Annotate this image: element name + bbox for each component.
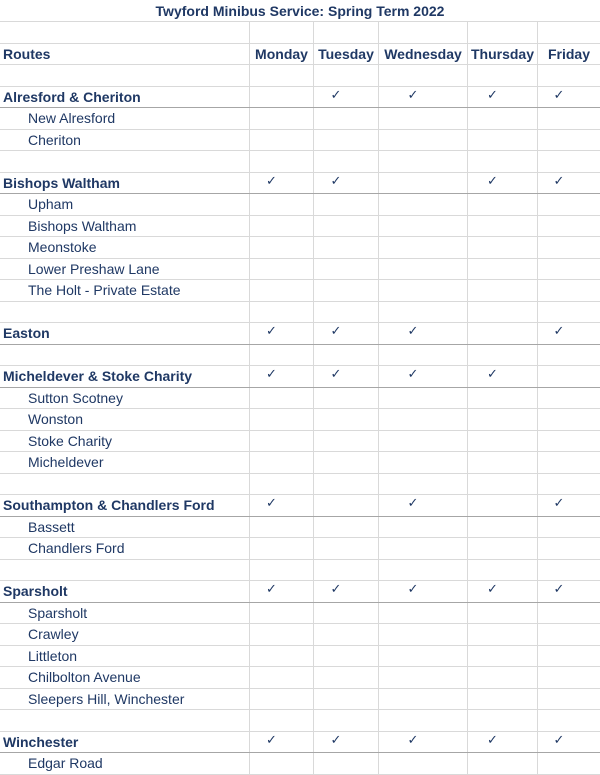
tick-icon	[468, 581, 538, 602]
empty-cell	[314, 259, 379, 280]
empty-cell	[379, 560, 468, 581]
tick-icon	[468, 87, 538, 108]
empty-cell	[0, 65, 250, 86]
empty-cell	[538, 302, 600, 323]
empty-cell	[250, 431, 314, 452]
stop-row	[0, 388, 600, 410]
empty-cell	[468, 388, 538, 409]
empty-cell	[314, 151, 379, 172]
empty-cell	[250, 710, 314, 731]
tick-icon: ✓	[487, 581, 498, 597]
tick-icon: ✓	[330, 366, 342, 382]
empty-cell	[250, 474, 314, 495]
empty-cell	[250, 452, 314, 473]
empty-cell	[468, 560, 538, 581]
route-name: Bishops Waltham	[0, 173, 250, 194]
empty-cell	[314, 216, 379, 237]
sheet-title: Twyford Minibus Service: Spring Term 2022	[0, 0, 600, 22]
tick-icon	[538, 173, 600, 194]
stop-name: Micheldever	[0, 452, 250, 473]
stop-name: Upham	[0, 194, 250, 215]
empty-cell	[379, 259, 468, 280]
empty-cell	[250, 194, 314, 215]
tick-icon	[250, 323, 314, 344]
empty-cell	[538, 65, 600, 86]
empty-cell	[379, 194, 468, 215]
empty-cell	[538, 280, 600, 301]
stop-row	[0, 753, 600, 775]
empty-cell	[250, 280, 314, 301]
empty-cell	[379, 280, 468, 301]
tick-icon	[314, 366, 379, 387]
empty-cell	[538, 517, 600, 538]
stop-row	[0, 603, 600, 625]
tick-icon: ✓	[553, 86, 565, 102]
tick-icon: ✓	[407, 323, 419, 339]
blank-row	[0, 65, 600, 87]
empty-cell	[468, 130, 538, 151]
stop-name: New Alresford	[0, 108, 250, 129]
empty-cell	[0, 22, 250, 43]
stop-row	[0, 517, 600, 539]
tick-icon	[538, 87, 600, 108]
header-row	[0, 44, 600, 66]
empty-cell	[468, 431, 538, 452]
tick-icon: ✓	[407, 581, 419, 597]
tick-icon	[250, 173, 314, 194]
tick-icon: ✓	[330, 581, 342, 597]
tick-icon: ✓	[407, 86, 419, 102]
route-row	[0, 366, 600, 388]
empty-cell	[538, 151, 600, 172]
stop-name: Wonston	[0, 409, 250, 430]
tick-icon: ✓	[553, 172, 565, 188]
empty-cell	[538, 646, 600, 667]
tick-icon: ✓	[330, 731, 342, 747]
tick-icon	[538, 581, 600, 602]
empty-cell	[250, 560, 314, 581]
blank-row	[0, 302, 600, 324]
empty-cell	[379, 237, 468, 258]
stop-row	[0, 194, 600, 216]
empty-cell	[379, 431, 468, 452]
empty-cell	[468, 646, 538, 667]
empty-cell	[468, 710, 538, 731]
empty-cell	[250, 517, 314, 538]
tick-icon	[379, 732, 468, 753]
tick-icon	[314, 581, 379, 602]
empty-cell	[250, 237, 314, 258]
empty-cell	[314, 646, 379, 667]
empty-cell	[0, 151, 250, 172]
tick-icon: ✓	[266, 731, 277, 747]
tick-icon	[314, 87, 379, 108]
empty-cell	[0, 560, 250, 581]
empty-cell	[468, 151, 538, 172]
route-row	[0, 495, 600, 517]
stop-row	[0, 689, 600, 711]
empty-cell	[538, 689, 600, 710]
empty-cell	[250, 388, 314, 409]
empty-cell	[379, 130, 468, 151]
empty-cell	[468, 538, 538, 559]
stop-row	[0, 452, 600, 474]
empty-cell	[379, 22, 468, 43]
route-row	[0, 323, 600, 345]
empty-cell	[538, 538, 600, 559]
stop-row	[0, 409, 600, 431]
empty-cell	[250, 22, 314, 43]
stop-row	[0, 646, 600, 668]
empty-cell	[379, 667, 468, 688]
empty-cell	[538, 130, 600, 151]
empty-cell	[468, 689, 538, 710]
empty-cell	[0, 345, 250, 366]
empty-cell	[314, 345, 379, 366]
empty-cell	[468, 323, 538, 344]
empty-cell	[379, 173, 468, 194]
stop-name: Edgar Road	[0, 753, 250, 774]
route-name: Winchester	[0, 732, 250, 753]
empty-cell	[468, 280, 538, 301]
tick-icon: ✓	[330, 323, 342, 339]
empty-cell	[468, 495, 538, 516]
stop-name: Bassett	[0, 517, 250, 538]
empty-cell	[0, 474, 250, 495]
stop-row	[0, 259, 600, 281]
empty-cell	[314, 689, 379, 710]
empty-cell	[250, 216, 314, 237]
empty-cell	[314, 474, 379, 495]
empty-cell	[314, 65, 379, 86]
empty-cell	[250, 689, 314, 710]
header-routes: Routes	[0, 44, 250, 65]
empty-cell	[468, 65, 538, 86]
header-day: Wednesday	[379, 44, 468, 65]
empty-cell	[314, 710, 379, 731]
empty-cell	[250, 65, 314, 86]
route-row	[0, 87, 600, 109]
tick-icon: ✓	[407, 366, 419, 382]
stop-row	[0, 431, 600, 453]
stop-row	[0, 538, 600, 560]
tick-icon	[538, 495, 600, 516]
empty-cell	[379, 388, 468, 409]
route-name: Micheldever & Stoke Charity	[0, 366, 250, 387]
empty-cell	[250, 345, 314, 366]
empty-cell	[314, 388, 379, 409]
empty-cell	[379, 538, 468, 559]
header-day: Friday	[547, 45, 590, 62]
empty-cell	[538, 667, 600, 688]
empty-cell	[538, 710, 600, 731]
empty-cell	[379, 65, 468, 86]
empty-cell	[468, 753, 538, 774]
tick-icon: ✓	[553, 581, 565, 597]
empty-cell	[468, 667, 538, 688]
empty-cell	[250, 151, 314, 172]
tick-icon: ✓	[553, 731, 565, 747]
empty-cell	[314, 130, 379, 151]
route-name: Southampton & Chandlers Ford	[0, 495, 250, 516]
stop-row	[0, 237, 600, 259]
empty-cell	[468, 259, 538, 280]
empty-cell	[538, 388, 600, 409]
stop-name: Chandlers Ford	[0, 538, 250, 559]
empty-cell	[468, 345, 538, 366]
tick-icon: ✓	[266, 172, 277, 188]
empty-cell	[538, 366, 600, 387]
stop-name: Crawley	[0, 624, 250, 645]
empty-cell	[379, 710, 468, 731]
empty-cell	[379, 216, 468, 237]
tick-icon: ✓	[487, 172, 498, 188]
tick-icon	[468, 366, 538, 387]
tick-icon: ✓	[407, 731, 419, 747]
tick-icon: ✓	[553, 495, 565, 511]
blank-row	[0, 151, 600, 173]
empty-cell	[379, 753, 468, 774]
empty-cell	[538, 194, 600, 215]
empty-cell	[250, 108, 314, 129]
empty-cell	[538, 474, 600, 495]
empty-cell	[250, 624, 314, 645]
tick-icon: ✓	[487, 731, 498, 747]
empty-cell	[250, 538, 314, 559]
stop-name: Lower Preshaw Lane	[0, 259, 250, 280]
empty-cell	[314, 517, 379, 538]
empty-cell	[314, 538, 379, 559]
empty-cell	[379, 452, 468, 473]
tick-icon	[250, 581, 314, 602]
blank-row	[0, 22, 600, 44]
route-row	[0, 732, 600, 754]
empty-cell	[379, 409, 468, 430]
empty-cell	[379, 302, 468, 323]
stop-row	[0, 216, 600, 238]
empty-cell	[538, 431, 600, 452]
tick-icon	[250, 366, 314, 387]
empty-cell	[538, 345, 600, 366]
blank-row	[0, 474, 600, 496]
empty-cell	[379, 151, 468, 172]
empty-cell	[379, 603, 468, 624]
empty-cell	[538, 108, 600, 129]
empty-cell	[250, 667, 314, 688]
stop-name: Bishops Waltham	[0, 216, 250, 237]
empty-cell	[379, 646, 468, 667]
empty-cell	[538, 216, 600, 237]
stop-row	[0, 108, 600, 130]
stop-row	[0, 130, 600, 152]
tick-icon	[314, 173, 379, 194]
stop-name: Stoke Charity	[0, 431, 250, 452]
tick-icon	[379, 495, 468, 516]
tick-icon: ✓	[330, 86, 342, 102]
tick-icon	[379, 366, 468, 387]
empty-cell	[538, 22, 600, 43]
tick-icon: ✓	[330, 172, 342, 188]
tick-icon: ✓	[553, 323, 565, 339]
tick-icon	[250, 732, 314, 753]
empty-cell	[468, 603, 538, 624]
header-day: Thursday	[468, 44, 538, 65]
empty-cell	[468, 237, 538, 258]
empty-cell	[538, 409, 600, 430]
empty-cell	[0, 302, 250, 323]
blank-row	[0, 560, 600, 582]
tick-icon	[538, 323, 600, 344]
empty-cell	[314, 667, 379, 688]
tick-icon	[314, 732, 379, 753]
tick-icon: ✓	[407, 495, 419, 511]
empty-cell	[314, 409, 379, 430]
empty-cell	[468, 194, 538, 215]
empty-cell	[250, 130, 314, 151]
tick-icon	[250, 495, 314, 516]
empty-cell	[538, 753, 600, 774]
empty-cell	[468, 409, 538, 430]
tick-icon	[314, 323, 379, 344]
stop-name: Littleton	[0, 646, 250, 667]
empty-cell	[468, 302, 538, 323]
empty-cell	[468, 108, 538, 129]
stop-name: Chilbolton Avenue	[0, 667, 250, 688]
empty-cell	[314, 280, 379, 301]
empty-cell	[468, 216, 538, 237]
empty-cell	[314, 237, 379, 258]
stop-row	[0, 280, 600, 302]
empty-cell	[379, 517, 468, 538]
empty-cell	[314, 452, 379, 473]
blank-row	[0, 345, 600, 367]
empty-cell	[250, 87, 314, 108]
empty-cell	[314, 431, 379, 452]
route-name: Easton	[0, 323, 250, 344]
tick-icon: ✓	[487, 86, 498, 102]
empty-cell	[314, 753, 379, 774]
stop-row	[0, 667, 600, 689]
empty-cell	[468, 517, 538, 538]
empty-cell	[250, 603, 314, 624]
route-row	[0, 581, 600, 603]
empty-cell	[250, 753, 314, 774]
empty-cell	[314, 624, 379, 645]
empty-cell	[250, 646, 314, 667]
empty-cell	[538, 624, 600, 645]
stop-name: Meonstoke	[0, 237, 250, 258]
tick-icon: ✓	[266, 495, 277, 511]
tick-icon: ✓	[487, 366, 498, 382]
stop-name: Cheriton	[0, 130, 250, 151]
stop-name: Sutton Scotney	[0, 388, 250, 409]
tick-icon: ✓	[266, 366, 277, 382]
empty-cell	[468, 452, 538, 473]
empty-cell	[250, 302, 314, 323]
empty-cell	[314, 108, 379, 129]
empty-cell	[538, 237, 600, 258]
stop-name: Sleepers Hill, Winchester	[0, 689, 250, 710]
route-name: Alresford & Cheriton	[0, 87, 250, 108]
empty-cell	[314, 560, 379, 581]
empty-cell	[538, 560, 600, 581]
empty-cell	[379, 345, 468, 366]
stop-row	[0, 624, 600, 646]
empty-cell	[468, 624, 538, 645]
header-day: Monday	[250, 44, 314, 65]
empty-cell	[538, 259, 600, 280]
header-day: Tuesday	[314, 44, 379, 65]
stop-name: Sparsholt	[0, 603, 250, 624]
empty-cell	[468, 474, 538, 495]
empty-cell	[314, 495, 379, 516]
tick-icon	[468, 732, 538, 753]
tick-icon: ✓	[266, 323, 277, 339]
empty-cell	[379, 689, 468, 710]
empty-cell	[538, 603, 600, 624]
blank-row	[0, 710, 600, 732]
tick-icon	[468, 173, 538, 194]
route-name: Sparsholt	[0, 581, 250, 602]
empty-cell	[250, 259, 314, 280]
stop-name: The Holt - Private Estate	[0, 280, 250, 301]
tick-icon	[379, 87, 468, 108]
empty-cell	[314, 194, 379, 215]
tick-icon: ✓	[266, 581, 277, 597]
empty-cell	[314, 603, 379, 624]
tick-icon	[538, 732, 600, 753]
tick-icon	[379, 581, 468, 602]
empty-cell	[468, 22, 538, 43]
empty-cell	[314, 22, 379, 43]
empty-cell	[538, 452, 600, 473]
empty-cell	[0, 710, 250, 731]
route-row	[0, 173, 600, 195]
empty-cell	[379, 474, 468, 495]
empty-cell	[250, 409, 314, 430]
empty-cell	[314, 302, 379, 323]
empty-cell	[379, 624, 468, 645]
tick-icon	[379, 323, 468, 344]
empty-cell	[379, 108, 468, 129]
